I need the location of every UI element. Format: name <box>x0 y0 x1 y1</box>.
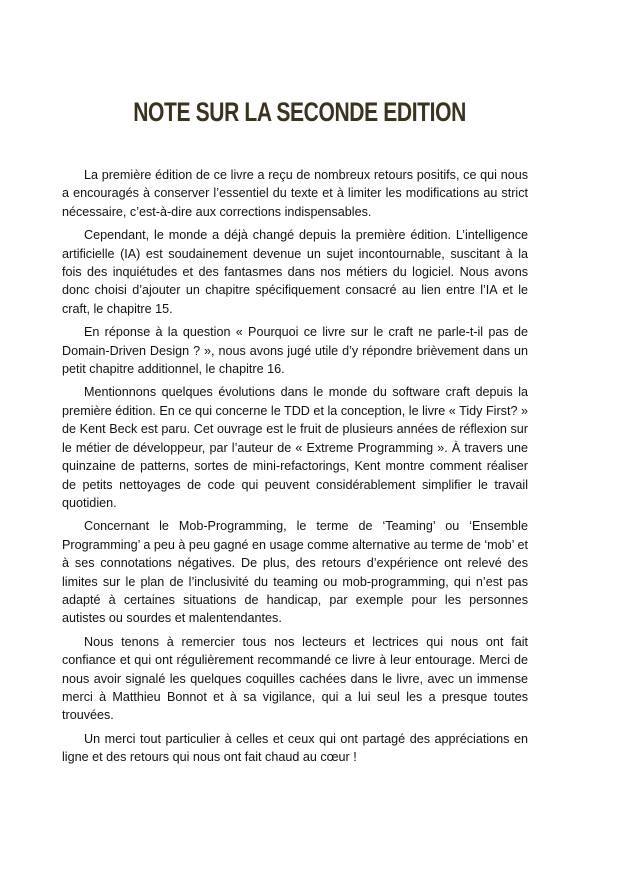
paragraph: En réponse à la question « Pourquoi ce livre sur le craft ne parle-t-il pas de Domain-Driven Design ? », nous avons jugé utile d’y répondre brièvement dans un petit chapitre additionnel, le chapitre 16. <box>62 325 528 377</box>
paragraph: Mentionnons quelques évolutions dans le monde du software craft depuis la première édition. En ce qui concerne le TDD et la conception, le livre « Tidy First? » de Kent Beck est paru. Cet ouvrage est le fruit de plusieurs années de réflexion sur le métier de développeur, par l’auteur de « Extreme Programming ». À travers une quinzaine de patterns, sortes de mini-refactorings, Kent montre comment réaliser de petits nettoyages de code qui peuvent considérablement simplifier le travail quotidien. <box>62 385 528 510</box>
paragraph: Concernant le Mob-Programming, le terme de ‘Teaming’ ou ‘Ensemble Programming’ a peu à peu gagné en usage comme alternative au terme de ‘mob’ et à ses connotations négatives. De plus, des retours d’expérience ont relevé des limites sur le plan de l’inclusivité du teaming ou mob-programming, qui n’est pas adapté à certaines situations de handicap, par exemple pour les personnes autistes ou sourdes et malentendantes. <box>62 519 529 626</box>
paragraph: La première édition de ce livre a reçu de nombreux retours positifs, ce qui nous a encouragés à conserver l’essentiel du texte et à limiter les modifications au strict nécessaire, c’est-à-dire aux corrections indispensables. <box>62 168 528 219</box>
paragraph: Un merci tout particulier à celles et ceux qui ont partagé des appréciations en ligne et des retours qui nous ont fait chaud au cœur ! <box>62 731 528 765</box>
page-title: NOTE SUR LA SECONDE EDITION <box>133 97 466 127</box>
paragraph: Nous tenons à remercier tous nos lecteurs et lectrices qui nous ont fait confiance et qui ont régulièrement recommandé ce livre à leur entourage. Merci de nous avoir signalé les quelques coquilles cachées dans le livre, avec un immense merci à Matthieu Bonnot et à sa vigilance, qui a lui seul les a presque toutes trouvées. <box>62 634 528 723</box>
paragraph: Cependant, le monde a déjà changé depuis la première édition. L’intelligence artificielle (IA) est soudainement devenue un sujet incontournable, suscitant à la fois des inquiétudes et des fantasmes dans nos métiers du logiciel. Nous avons donc choisi d’ajouter un chapitre spécifiquement consacré au lien entre l’IA et le craft, le chapitre 15. <box>62 228 528 316</box>
body-text <box>62 166 528 772</box>
